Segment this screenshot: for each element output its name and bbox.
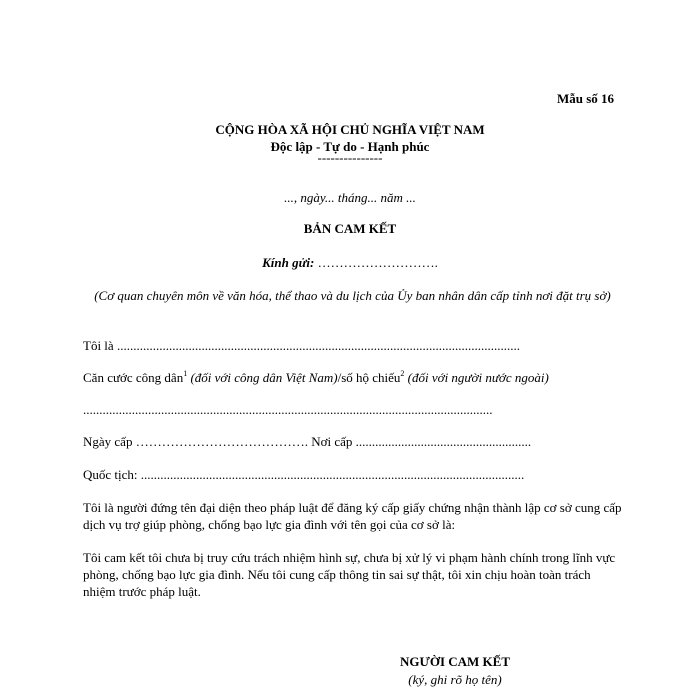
- name-label: Tôi là: [83, 338, 114, 353]
- signature-title: NGƯỜI CAM KẾT: [399, 654, 511, 669]
- header-divider: ---------------: [317, 150, 383, 165]
- nationality-field-line: [83, 467, 524, 483]
- id-field-line: [83, 370, 549, 386]
- nationality-dots: ......................................................................................................................: [140, 467, 525, 482]
- recipient-label: Kính gửi:: [262, 255, 315, 270]
- recipient-dots: ……………………….: [317, 255, 438, 270]
- recipient-note: (Cơ quan chuyên môn về văn hóa, thể thao và du lịch của Ủy ban nhân dân cấp tỉnh nơi đặt trụ sở): [94, 288, 611, 303]
- recipient-line: [150, 255, 550, 271]
- id-label: Căn cước công dân: [83, 370, 184, 385]
- signature-note: (ký, ghi rõ họ tên): [408, 672, 502, 687]
- commitment-paragraph: Tôi cam kết tôi chưa bị truy cứu trách nhiệm hình sự, chưa bị xử lý vi phạm hành chính trong lĩnh vực phòng, chống bạo lực gia đình. Nếu tôi cung cấp thông tin sai sự thật, tôi xin chịu hoàn toàn trách nhiệm trước pháp luật.: [83, 550, 616, 599]
- date-line: ..., ngày... tháng... năm ...: [284, 190, 416, 205]
- id-note-citizen: (đối với công dân Việt Nam): [190, 370, 338, 385]
- footnote-2: 2: [400, 369, 405, 378]
- name-field-line: [83, 338, 520, 354]
- issue-date-dots: ………………………………….: [135, 434, 308, 449]
- form-number: Mẫu số 16: [557, 91, 615, 106]
- issue-date-label: Ngày cấp: [83, 434, 133, 449]
- nationality-label: Quốc tịch:: [83, 467, 138, 482]
- name-dots: ............................................................................................................................: [116, 338, 520, 353]
- country-heading: CỘNG HÒA XÃ HỘI CHỦ NGHĨA VIỆT NAM: [215, 122, 485, 137]
- passport-label: /số hộ chiếu: [337, 370, 401, 385]
- footnote-1: 1: [183, 369, 188, 378]
- issue-field-line: [83, 434, 531, 450]
- issue-place-label: Nơi cấp: [311, 434, 353, 449]
- motto: Độc lập - Tự do - Hạnh phúc: [270, 139, 430, 154]
- representative-paragraph: Tôi là người đứng tên đại diện theo pháp luật để đăng ký cấp giấy chứng nhận thành lập cơ sở cung cấp dịch vụ trợ giúp phòng, chống bạo lực gia đình với tên gọi của cơ sở là:: [83, 500, 622, 532]
- id-dots: ..............................................................................................................................: [83, 402, 493, 417]
- id-note-foreigner: (đối với người nước ngoài): [407, 370, 549, 385]
- issue-place-dots: ......................................................: [355, 434, 532, 449]
- document-title: BẢN CAM KẾT: [303, 221, 397, 236]
